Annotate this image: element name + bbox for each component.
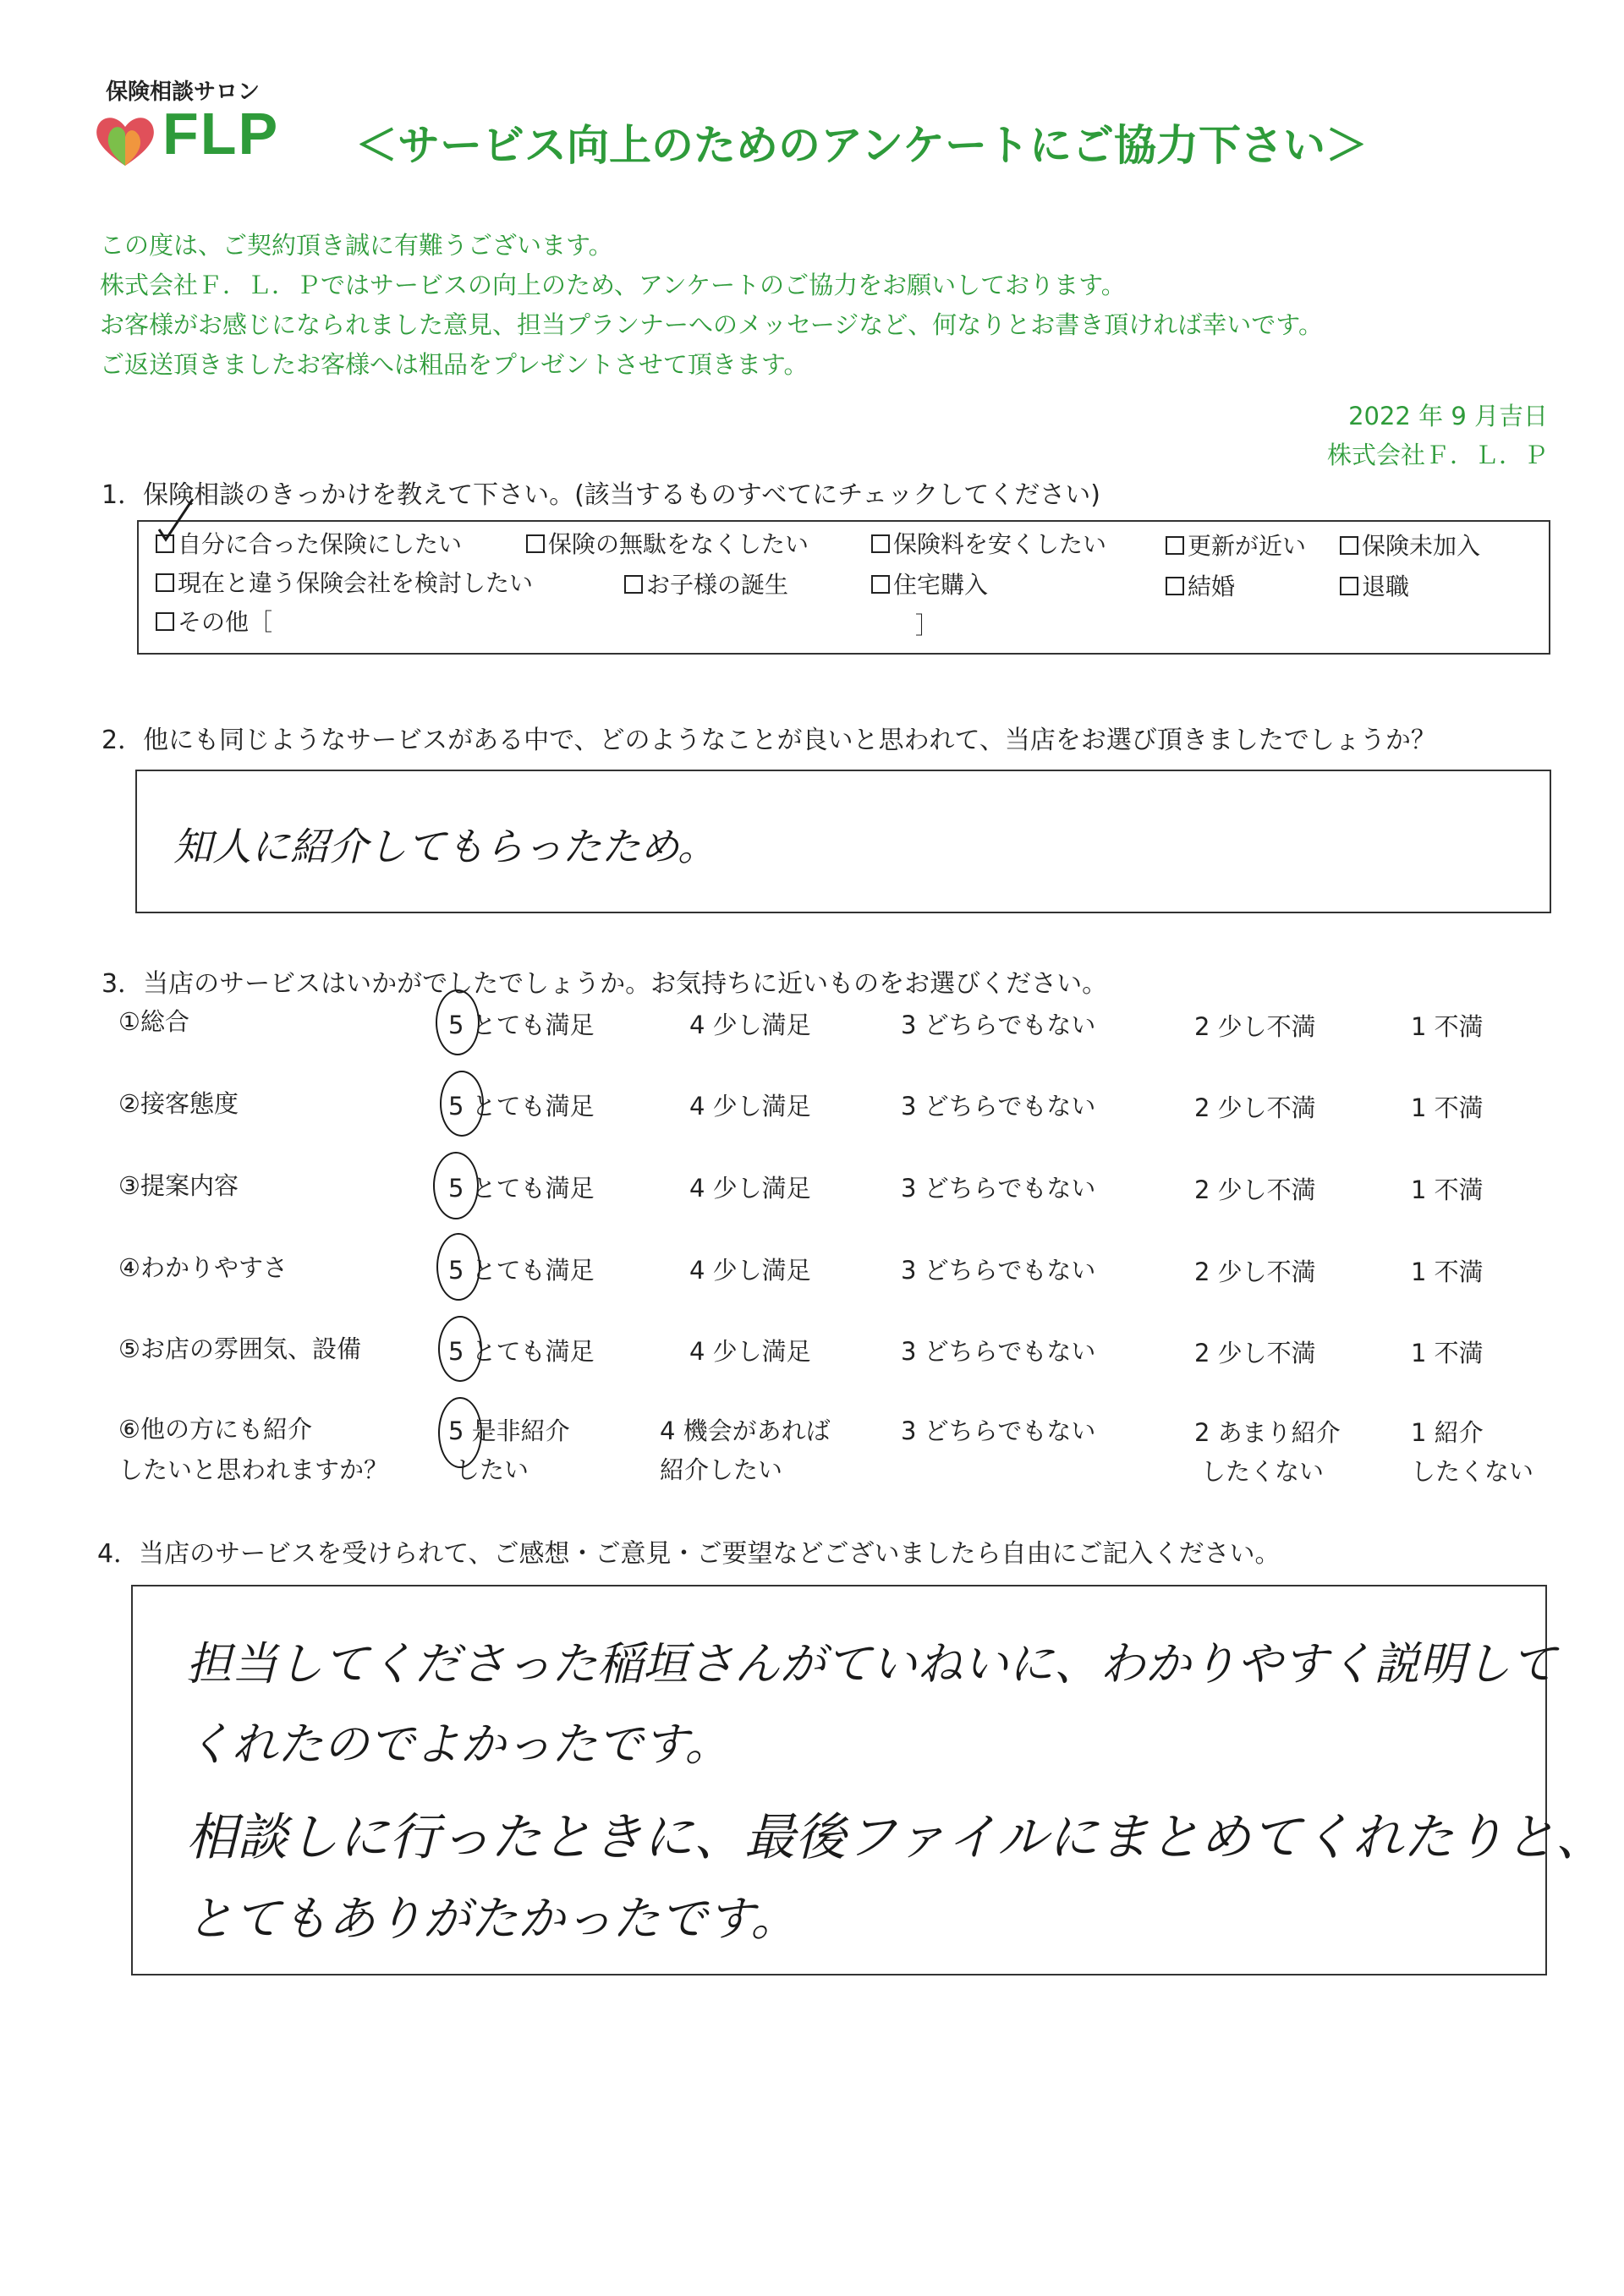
heart-logo-icon bbox=[91, 112, 159, 169]
rating-row-label: ④わかりやすさ bbox=[118, 1253, 288, 1282]
rating-choice-3[interactable]: 3 どちらでもない bbox=[901, 1417, 1096, 1445]
intro-line: お客様がお感じになられました意見、担当プランナーへのメッセージなど、何なりとお書き頂ければ幸いです。 bbox=[100, 310, 1323, 339]
checkbox[interactable] bbox=[1166, 536, 1184, 555]
rating-choice-4[interactable]: 4 少し満足 bbox=[689, 1174, 811, 1203]
logo-text: FLP bbox=[162, 101, 280, 167]
q1-option[interactable]: 退職 bbox=[1340, 568, 1409, 602]
rating-choice-4[interactable]: 4 少し満足 bbox=[689, 1337, 811, 1366]
rating-choice-5[interactable]: 5 とても満足 bbox=[448, 1011, 595, 1039]
rating-choice-4-line2: 紹介したい bbox=[660, 1455, 783, 1484]
selected-circle-mark bbox=[438, 1316, 482, 1382]
checkmark-icon bbox=[156, 496, 198, 546]
checkbox[interactable] bbox=[526, 534, 545, 553]
checkbox[interactable] bbox=[156, 612, 174, 631]
checkbox[interactable] bbox=[624, 575, 643, 594]
rating-choice-1[interactable]: 1 不満 bbox=[1411, 1012, 1484, 1041]
page-title: ＜サービス向上のためのアンケートにご協力下さい＞ bbox=[355, 121, 1368, 170]
rating-choice-1[interactable]: 1 不満 bbox=[1411, 1258, 1484, 1286]
selected-circle-mark bbox=[438, 1397, 482, 1468]
checkbox[interactable] bbox=[871, 575, 890, 594]
rating-choice-5[interactable]: 5 とても満足 bbox=[448, 1174, 595, 1203]
selected-circle-mark bbox=[433, 1152, 479, 1219]
rating-choice-1-line2: したくない bbox=[1411, 1457, 1534, 1486]
q1-option[interactable]: 保険未加入 bbox=[1340, 528, 1480, 562]
q4-handwritten-line: とてもありがたかったです。 bbox=[186, 1892, 798, 1947]
rating-choice-4[interactable]: 4 少し満足 bbox=[689, 1092, 811, 1121]
q4-handwritten-line: くれたのでよかったです。 bbox=[186, 1718, 731, 1771]
q1-heading: 1．保険相談のきっかけを教えて下さい。(該当するものすべてにチェックしてください) bbox=[102, 480, 1100, 510]
rating-choice-3[interactable]: 3 どちらでもない bbox=[901, 1337, 1096, 1366]
q1-option[interactable]: 更新が近い bbox=[1166, 528, 1306, 562]
q1-other-close-bracket: ］ bbox=[915, 611, 940, 639]
rating-choice-1[interactable]: 1 不満 bbox=[1411, 1175, 1484, 1204]
selected-circle-mark bbox=[436, 1233, 480, 1301]
q1-option[interactable]: 現在と違う保険会社を検討したい bbox=[156, 565, 533, 599]
rating-choice-5[interactable]: 5 是非紹介 bbox=[448, 1417, 570, 1445]
rating-row-label: ⑥他の方にも紹介 bbox=[118, 1415, 312, 1444]
rating-row-label: ①総合 bbox=[118, 1007, 189, 1036]
rating-choice-2[interactable]: 2 少し不満 bbox=[1194, 1258, 1316, 1286]
rating-choice-5[interactable]: 5 とても満足 bbox=[448, 1092, 595, 1121]
q1-option[interactable]: 結婚 bbox=[1166, 568, 1235, 602]
rating-row-label: ⑤お店の雰囲気、設備 bbox=[118, 1334, 361, 1363]
q1-option-other[interactable]: その他［ bbox=[156, 604, 272, 638]
q4-heading: 4．当店のサービスを受けられて、ご感想・ご意見・ご要望などございましたら自由にご記入ください。 bbox=[97, 1539, 1281, 1569]
selected-circle-mark bbox=[436, 989, 480, 1055]
rating-row-label: ②接客態度 bbox=[118, 1089, 239, 1118]
rating-choice-4[interactable]: 4 少し満足 bbox=[689, 1011, 811, 1039]
rating-choice-2-line2: したくない bbox=[1201, 1457, 1325, 1486]
rating-row-label: ③提案内容 bbox=[118, 1171, 239, 1200]
rating-choice-1[interactable]: 1 不満 bbox=[1411, 1093, 1484, 1122]
q1-option[interactable]: 保険の無駄をなくしたい bbox=[526, 526, 809, 560]
q3-heading: 3．当店のサービスはいかがでしたでしょうか。お気持ちに近いものをお選びください。 bbox=[102, 969, 1108, 999]
rating-choice-1[interactable]: 1 紹介 bbox=[1411, 1418, 1484, 1447]
q4-handwritten-line: 担当してくださった稲垣さんがていねいに、わかりやすく説明して bbox=[186, 1637, 1556, 1690]
rating-choice-4[interactable]: 4 少し満足 bbox=[689, 1256, 811, 1285]
rating-choice-2[interactable]: 2 あまり紹介 bbox=[1194, 1418, 1341, 1447]
rating-choice-2[interactable]: 2 少し不満 bbox=[1194, 1012, 1316, 1041]
checkbox[interactable] bbox=[1340, 577, 1358, 595]
logo-subtitle: 保険相談サロン bbox=[106, 79, 261, 105]
company-name: 株式会社Ｆ．Ｌ．Ｐ bbox=[1326, 441, 1548, 469]
rating-choice-4[interactable]: 4 機会があれば bbox=[660, 1417, 831, 1445]
rating-choice-5[interactable]: 5 とても満足 bbox=[448, 1256, 595, 1285]
checkbox[interactable] bbox=[1166, 577, 1184, 595]
q1-option[interactable]: お子様の誕生 bbox=[624, 567, 788, 600]
q4-handwritten-line: 相談しに行ったときに、最後ファイルにまとめてくれたりと、 bbox=[186, 1808, 1606, 1867]
q1-option[interactable]: 保険料を安くしたい bbox=[871, 526, 1106, 560]
rating-choice-5-line2: したい bbox=[455, 1455, 529, 1484]
rating-choice-2[interactable]: 2 少し不満 bbox=[1194, 1339, 1316, 1367]
checkbox[interactable] bbox=[871, 534, 890, 553]
rating-choice-1[interactable]: 1 不満 bbox=[1411, 1339, 1484, 1367]
rating-choice-5[interactable]: 5 とても満足 bbox=[448, 1337, 595, 1366]
checkbox[interactable] bbox=[1340, 536, 1358, 555]
date: 2022 年 9 月吉日 bbox=[1348, 402, 1548, 430]
intro-line: 株式会社Ｆ．Ｌ．Ｐではサービスの向上のため、アンケートのご協力をお願いしております。 bbox=[100, 271, 1126, 299]
q1-option[interactable]: 自分に合った保険にしたい bbox=[156, 526, 462, 560]
checkbox[interactable] bbox=[156, 573, 174, 592]
rating-row-label-line2: したいと思われますか？ bbox=[118, 1455, 389, 1484]
q2-handwritten-answer: 知人に紹介してもらったため。 bbox=[173, 824, 717, 869]
rating-choice-3[interactable]: 3 どちらでもない bbox=[901, 1092, 1096, 1121]
q1-option[interactable]: 住宅購入 bbox=[871, 567, 988, 600]
intro-line: この度は、ご契約頂き誠に有難うございます。 bbox=[100, 231, 613, 260]
selected-circle-mark bbox=[440, 1071, 484, 1137]
rating-choice-3[interactable]: 3 どちらでもない bbox=[901, 1174, 1096, 1203]
rating-choice-3[interactable]: 3 どちらでもない bbox=[901, 1256, 1096, 1285]
rating-choice-2[interactable]: 2 少し不満 bbox=[1194, 1093, 1316, 1122]
intro-line: ご返送頂きましたお客様へは粗品をプレゼントさせて頂きます。 bbox=[100, 350, 809, 379]
rating-choice-3[interactable]: 3 どちらでもない bbox=[901, 1011, 1096, 1039]
q2-heading: 2．他にも同じようなサービスがある中で、どのようなことが良いと思われて、当店をお選び頂きましたでしょうか？ bbox=[102, 726, 1436, 755]
rating-choice-2[interactable]: 2 少し不満 bbox=[1194, 1175, 1316, 1204]
